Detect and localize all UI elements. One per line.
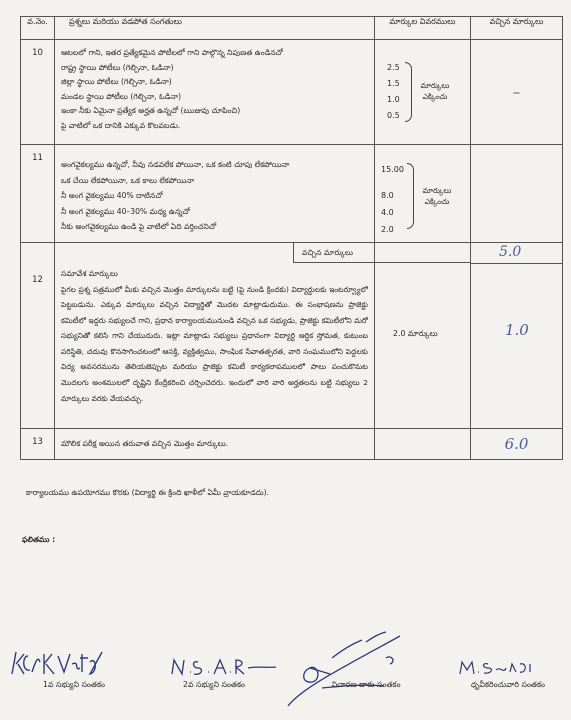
- signature-3: [282, 628, 412, 712]
- question-line: నీకు అంగవైకల్యము ఉండి పై వాటిలో ఏది వర్తించనిచో: [61, 222, 217, 231]
- brace-bracket: [407, 163, 414, 229]
- signature-label-4: ధృవీకరించువారి సంతకం: [470, 680, 545, 689]
- question-line: ఆటలలో గాని, ఇతర ప్రత్యేకమైన పోటీలలో గాని పాల్గొన్న నిపుణత ఉండినచో: [61, 48, 283, 57]
- table-row: [21, 243, 563, 429]
- marks-obtained: [471, 243, 563, 429]
- interview-paragraph: పైగల ప్రశ్న పత్రములో మీకు వచ్చిన మొత్తం మార్కులను బట్టి (పై నుండి క్రిందకు) విద్యార్థులకు ఇంటర్వ్యూలో పెట్టబడును. ఎక్కువ మార్కులు వచ్చిన విద్యార్థితో మొదట మాట్లాడుదుము. ఈ సంభాషణను ప్రాజెక్టు కమిటీలో ఇద్దరు సభ్యులచే గాని, ప్రధాన కార్యాలయమునుండి వచ్చిన ఒక సభ్యుడు, ప్రాజెక్టు కమిటీలోని మరో సభ్యునితో కలిసి గాని చేయుదురు. ఇట్లా మాట్లాడు సభ్యులు ప్రధానంగా విద్యార్థి ఆర్థిక స్తోమత, కుటుంబ పరిస్థితి, చదువు కొనసాగించటంలో ఆసక్తి, వ్యక్తిత్వము, సాంఘిక సేవాతత్పరత, వారి సంఘములోని పెద్దలకు విద్య అవసరమును తెలియజెప్పుట మరియు ప్రాజెక్టు కమిటీ కార్యకలాపములలో పాలు పంచుకొనుట మొదలగు అంశములలో దృష్టిని కేంద్రీకరించి చర్చించెదరు. ఇందులో వారి వారి అర్హతలను బట్టి సభ్యులు 2 మార్కులు వరకు వేయవచ్చు.: [61, 284, 368, 403]
- row-number: 11: [21, 145, 55, 243]
- handwritten-signature-2: [170, 656, 280, 678]
- signature-label-2: 2వ సభ్యుని సంతకం: [183, 680, 245, 689]
- signature-label-3: విచారణ దారు సంతకం: [331, 680, 401, 689]
- mark-value: 4.0: [381, 208, 394, 217]
- table-row: [21, 429, 563, 460]
- subtotal-label: వచ్చిన మార్కులు: [302, 248, 354, 257]
- question-line: పై వాటిలో ఒక దానికి ఎక్కువ కొలవబడు.: [61, 120, 181, 130]
- handwritten-mark: 6.0: [504, 435, 529, 453]
- question-line: ఇంకా నీకు ఏమైనా ప్రత్యేక అర్హత ఉన్నచో (ఋజువు చూపించి): [61, 106, 241, 115]
- row-number: 10: [21, 40, 55, 145]
- question-text: [55, 40, 375, 145]
- marks-obtained: [471, 145, 563, 243]
- brace-bracket: [405, 62, 412, 122]
- handwritten-signature-4: [458, 658, 538, 678]
- row-number: 12: [21, 243, 55, 429]
- mark-value: 8.0: [381, 191, 394, 200]
- handwritten-signature-1: [10, 646, 125, 678]
- question-line: జిల్లా స్థాయి పోటీలు (గెల్చినా, ఓడినా): [61, 77, 172, 86]
- mark-value: 1.0: [387, 95, 400, 104]
- subtotal-label-box: [293, 243, 471, 263]
- marks-obtained: [471, 40, 563, 145]
- question-line: ఒక చేయి లేకపోయినా, ఒక కాలు లేకపోయినా: [61, 175, 195, 185]
- handwritten-mark: 5.0: [499, 244, 522, 260]
- subtotal-value-box: [471, 243, 562, 264]
- question-line: అంగవైకల్యము ఉన్నచో, నీవు నడవలేక పోయినా, ఒక కంటి చూపు లేకపోయినా: [61, 160, 290, 169]
- signature-2: [170, 656, 280, 680]
- mark-value: 2.0: [381, 225, 394, 234]
- column-header-marks-obtained: వచ్చిన మార్కులు: [471, 17, 563, 40]
- mark-value: 15.00: [381, 165, 404, 174]
- section-title: సమావేశ మార్కులు: [61, 269, 118, 278]
- question-text: [55, 243, 375, 429]
- marks-obtained: [471, 429, 563, 460]
- signature-label-1: 1వ సభ్యుని సంతకం: [43, 680, 105, 689]
- marks-detail: [375, 429, 471, 460]
- signature-4: [458, 658, 538, 680]
- question-text: మౌలిక పరీక్ష అయిన తరువాత వచ్చిన మొత్తం మార్కులు.: [55, 429, 375, 460]
- office-use-note: కార్యాలయము ఉపయోగము కొరకు (విద్యార్థి ఈ క్రింది ఖాళీలో ఏమీ వ్రాయకూడదు).: [26, 488, 270, 497]
- marks-note: మార్కులు ఎక్కించు: [420, 81, 450, 101]
- marks-note: మార్కులు ఎక్కించు: [422, 186, 452, 206]
- table-row: [21, 40, 563, 145]
- row-number: 13: [21, 429, 55, 460]
- mark-value: 0.5: [387, 111, 400, 120]
- column-header-number: వ.నెం.: [21, 17, 55, 40]
- mark-value: 1.5: [387, 79, 400, 88]
- question-line: నీ అంగ వైకల్యము 40–30% మధ్య ఉన్నచో: [61, 206, 190, 216]
- marks-table: [20, 16, 563, 460]
- question-line: నీ అంగ వైకల్యము 40% దాటినచో: [61, 191, 163, 200]
- marks-detail: [375, 40, 471, 145]
- signature-1: [10, 646, 125, 683]
- result-label: ఫలితము :: [22, 535, 56, 544]
- question-line: రాష్ట్ర స్థాయి పోటీలు (గెల్చినా, ఓడినా): [61, 62, 174, 72]
- table-row: [21, 145, 563, 243]
- column-header-questions: ప్రశ్నలు మరియు వడపోత సంగతులు: [55, 17, 375, 40]
- column-header-marks-detail: మార్కుల వివరములు: [375, 17, 471, 40]
- question-text: [55, 145, 375, 243]
- marks-list: [387, 60, 400, 124]
- handwritten-mark: 1.0: [505, 321, 529, 339]
- marks-detail: [302, 243, 471, 429]
- handwritten-mark: –: [512, 83, 521, 101]
- interview-marks: 2.0 మార్కులు: [393, 329, 438, 338]
- marks-detail: [375, 145, 471, 243]
- table-header-row: [21, 17, 563, 40]
- mark-value: 2.5: [387, 63, 400, 72]
- marks-list: [381, 161, 404, 238]
- question-line: మండల స్థాయి పోటీలు (గెల్చినా, ఓడినా): [61, 91, 182, 101]
- handwritten-signature-3: [282, 628, 412, 710]
